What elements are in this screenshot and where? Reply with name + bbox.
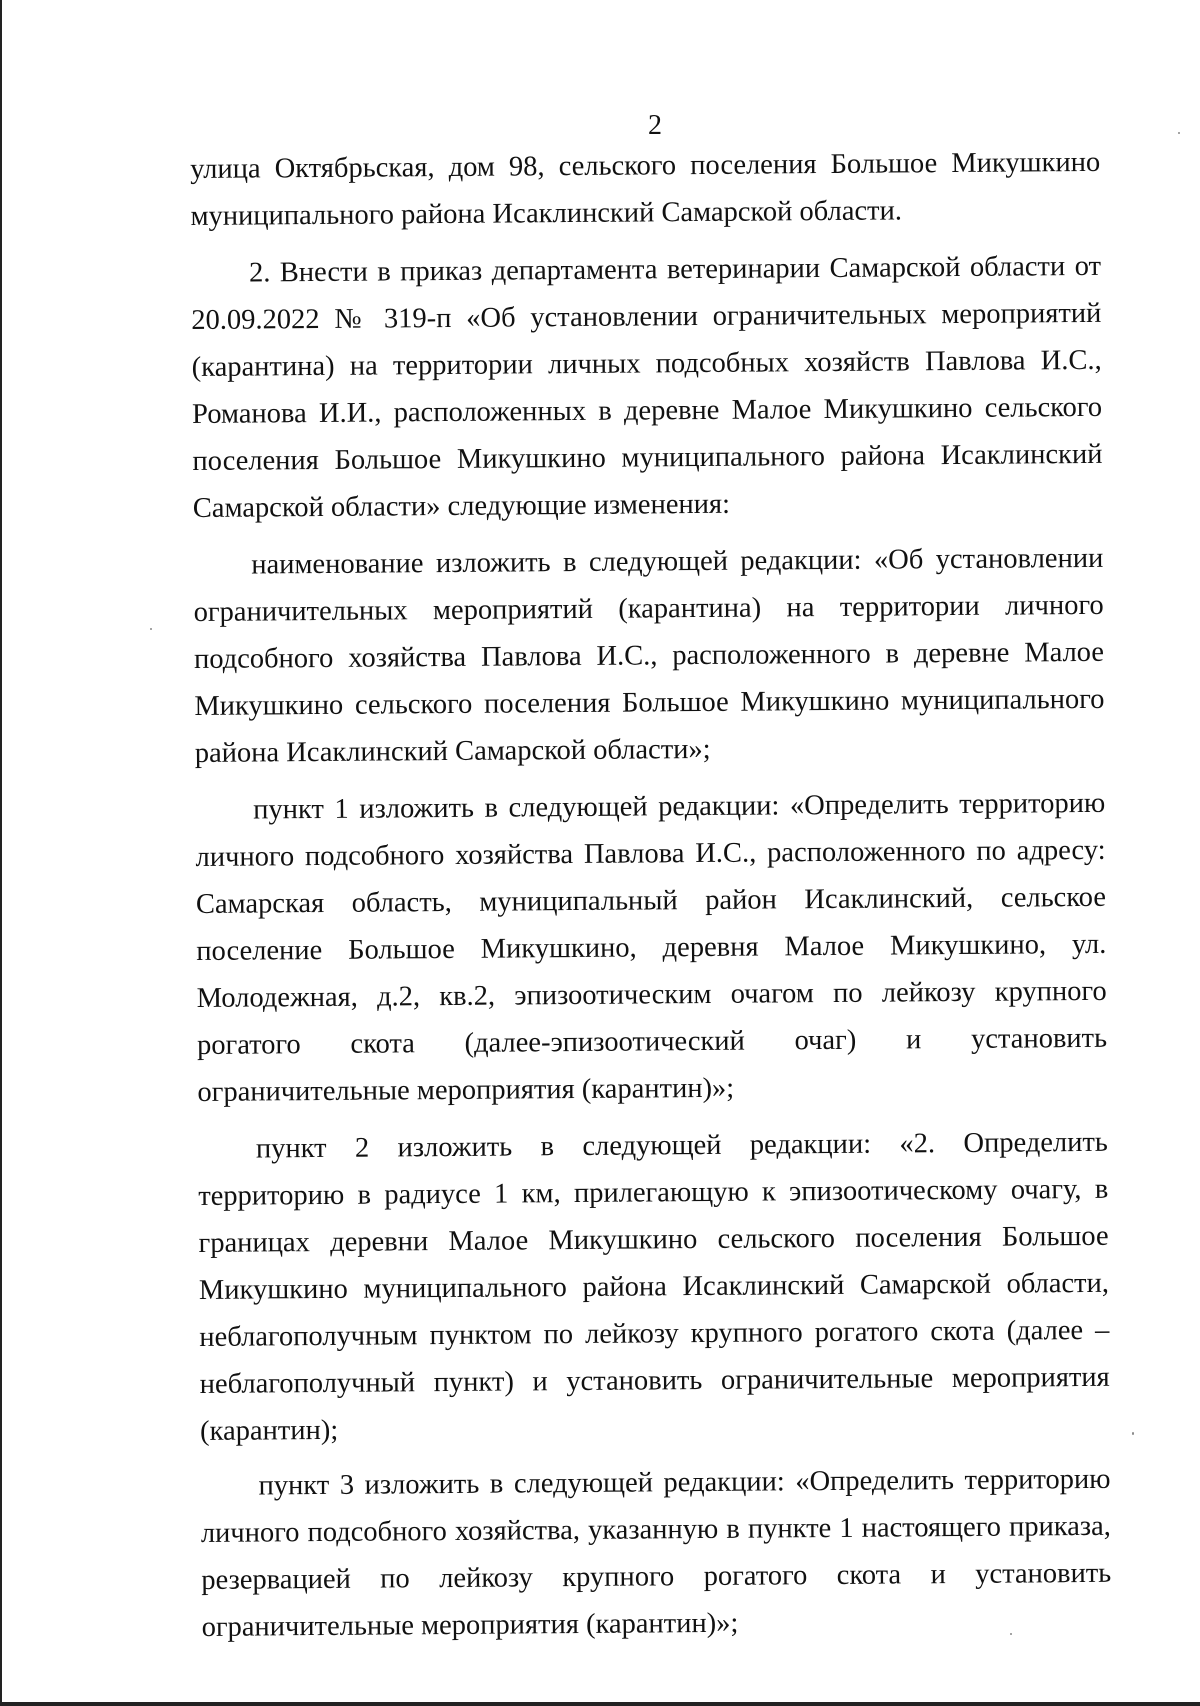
paragraph-address-continuation: улица Октябрьская, дом 98, сельского поселения Большое Микушкино муниципального района Исаклинский Самарской области.	[190, 146, 1101, 232]
scan-speck	[150, 628, 152, 630]
paragraph-point-3-change: пункт 3 изложить в следующей редакции: «Определить территорию личного подсобного хозяйства, указанную в пункте 1 настоящего приказа, резервацией по лейкозу крупного рогатого скота и установить ограничительные мероприятия (карантин)»;	[200, 1463, 1112, 1643]
document-body	[190, 139, 1112, 1661]
scan-speck	[1132, 1432, 1134, 1435]
paragraph-item-2: 2. Внести в приказ департамента ветеринарии Самарской области от 20.09.2022 № 319-п «Об установлении ограничительных мероприятий (карантина) на территории личных подсобных хозяйств Павлова И.С., Романова И.И., расположенных в деревне Малое Микушкино сельского поселения Большое Микушкино муниципального района Исаклинский Самарской области» следующие изменения:	[191, 250, 1103, 524]
page-number: 2	[648, 110, 662, 141]
scan-bottom-edge	[0, 1702, 1200, 1706]
paragraph-point-2-change: пункт 2 изложить в следующей редакции: «2. Определить территорию в радиусе 1 км, прилегающую к эпизоотическому очагу, в границах деревни Малое Микушкино сельского поселения Большое Микушкино муниципального района Исаклинский Самарской области, неблагополучным пунктом по лейкозу крупного рогатого скота (далее – неблагополучный пункт) и установить ограничительные мероприятия (карантин);	[198, 1126, 1110, 1447]
paragraph-point-1-change: пункт 1 изложить в следующей редакции: «Определить территорию личного подсобного хозяйства Павлова И.С., расположенного по адресу: Самарская область, муниципальный район Исаклинский, сельское поселение Большое Микушкино, деревня Малое Микушкино, ул. Молодежная, д.2, кв.2, эпизоотическим очагом по лейкозу крупного рогатого скота (далее-эпизоотический очаг) и установить ограничительные мероприятия (карантин)»;	[195, 787, 1108, 1108]
paragraph-title-change: наименование изложить в следующей редакции: «Об установлении ограничительных мероприятий (карантина) на территории личного подсобного хозяйства Павлова И.С., расположенного в деревне Малое Микушкино сельского поселения Большое Микушкино муниципального района Исаклинский Самарской области»;	[193, 542, 1105, 769]
scan-left-edge	[0, 0, 2, 1706]
